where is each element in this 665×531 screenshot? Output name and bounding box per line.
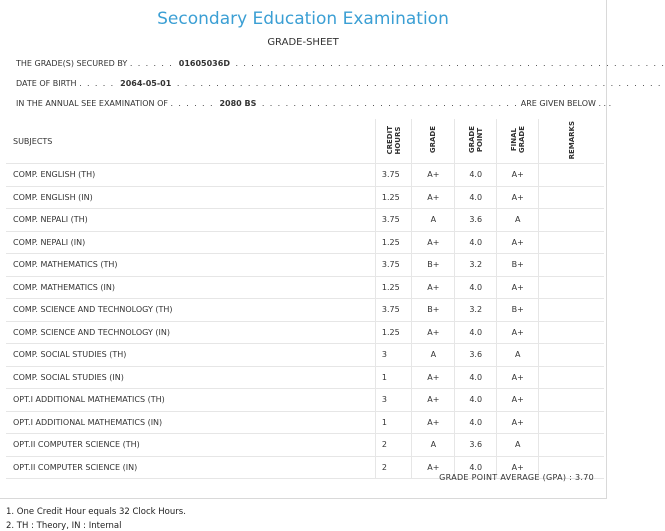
leader-dots: . . . . . . . . . . . . . . . . . . . . . . . . . . . . . . . . . . . . . . . . . . . . . . . . . . . . . . . . . . . . . .: [177, 79, 662, 88]
subject-cell: COMP. MATHEMATICS (TH): [6, 254, 375, 277]
final-grade-header: [497, 119, 539, 164]
grade-point-cell: 4.0: [455, 164, 497, 187]
table-row: [6, 186, 604, 209]
leader-dots: . . . . . . . . . . . . . . . . . . . . . . . . . . . . . . . . . . . . . . . . . . . . . . . . . . . . . . .: [236, 59, 665, 68]
credit-hours-cell: 2: [375, 434, 412, 457]
grade-point-cell: 4.0: [455, 456, 497, 479]
grade-point-cell: 4.0: [455, 389, 497, 412]
marks-table: [6, 119, 604, 479]
credit-hours-cell: 1.25: [375, 276, 412, 299]
leader-dots: . . . . . .: [171, 99, 214, 108]
leader-dots: . . . . .: [79, 79, 115, 88]
subject-cell: COMP. NEPALI (TH): [6, 209, 375, 232]
subject-cell: OPT.II COMPUTER SCIENCE (IN): [6, 456, 375, 479]
date-of-birth-line: [16, 79, 576, 88]
remarks-cell: [539, 186, 604, 209]
subject-cell: COMP. NEPALI (IN): [6, 231, 375, 254]
note-credit-hour: 1. One Credit Hour equals 32 Clock Hours.: [6, 507, 186, 517]
remarks-cell: [539, 254, 604, 277]
remarks-cell: [539, 231, 604, 254]
grade-point-header: [455, 119, 497, 164]
remarks-cell: [539, 164, 604, 187]
grade-point-cell: 4.0: [455, 321, 497, 344]
credit-hours-cell: 3.75: [375, 209, 412, 232]
grade-cell: A+: [412, 389, 455, 412]
remarks-cell: [539, 389, 604, 412]
credit-hours-cell: 1.25: [375, 321, 412, 344]
table-row: [6, 231, 604, 254]
symbol-number: 01605036D: [179, 59, 230, 68]
date-of-birth: 2064-05-01: [120, 79, 171, 88]
subject-cell: COMP. MATHEMATICS (IN): [6, 276, 375, 299]
grade-cell: A+: [412, 366, 455, 389]
final-grade-cell: A+: [497, 276, 539, 299]
credit-hours-cell: 1: [375, 411, 412, 434]
final-grade-header-text: FINAL GRADE: [510, 126, 526, 153]
subject-cell: OPT.I ADDITIONAL MATHEMATICS (IN): [6, 411, 375, 434]
grade-point-cell: 3.6: [455, 434, 497, 457]
grade-header: [412, 119, 455, 164]
subject-cell: COMP. SCIENCE AND TECHNOLOGY (TH): [6, 299, 375, 322]
exam-line: [16, 99, 576, 108]
exam-year: 2080 BS: [219, 99, 256, 108]
subject-cell: OPT.I ADDITIONAL MATHEMATICS (TH): [6, 389, 375, 412]
grade-cell: A+: [412, 231, 455, 254]
final-grade-cell: B+: [497, 254, 539, 277]
final-grade-cell: A+: [497, 321, 539, 344]
subject-cell: COMP. ENGLISH (IN): [6, 186, 375, 209]
table-row: [6, 209, 604, 232]
table-row: [6, 164, 604, 187]
subject-cell: COMP. SCIENCE AND TECHNOLOGY (IN): [6, 321, 375, 344]
grade-cell: A: [412, 344, 455, 367]
credit-hours-cell: 3: [375, 344, 412, 367]
grade-point-cell: 4.0: [455, 186, 497, 209]
dob-label: DATE OF BIRTH: [16, 79, 77, 88]
table-row: [6, 434, 604, 457]
grade-cell: A+: [412, 186, 455, 209]
credit-hours-cell: 1: [375, 366, 412, 389]
subject-cell: OPT.II COMPUTER SCIENCE (TH): [6, 434, 375, 457]
table-row: [6, 299, 604, 322]
remarks-cell: [539, 411, 604, 434]
secured-by-label: THE GRADE(S) SECURED BY: [16, 59, 127, 68]
credit-hours-cell: 3.75: [375, 254, 412, 277]
grade-point-cell: 3.2: [455, 254, 497, 277]
remarks-header: [539, 119, 604, 164]
leader-dots: . . . . . .: [130, 59, 173, 68]
table-row: [6, 344, 604, 367]
credit-hours-header: [375, 119, 412, 164]
credit-hours-header-text: CREDIT HOURS: [386, 126, 402, 155]
credit-hours-cell: 1.25: [375, 186, 412, 209]
exam-title: Secondary Education Examination: [0, 9, 606, 29]
final-grade-cell: A+: [497, 411, 539, 434]
final-grade-cell: A+: [497, 231, 539, 254]
credit-hours-cell: 3.75: [375, 164, 412, 187]
grade-point-cell: 4.0: [455, 411, 497, 434]
remarks-cell: [539, 276, 604, 299]
grade-cell: A: [412, 434, 455, 457]
subject-cell: COMP. SOCIAL STUDIES (TH): [6, 344, 375, 367]
gpa-summary: GRADE POINT AVERAGE (GPA) : 3.70: [439, 473, 594, 482]
grade-point-cell: 3.6: [455, 209, 497, 232]
grade-point-cell: 3.6: [455, 344, 497, 367]
table-row: [6, 389, 604, 412]
credit-hours-cell: 3: [375, 389, 412, 412]
grade-cell: A+: [412, 456, 455, 479]
leader-dots: . . . . . . . . . . . . . . . . . . . . . . . . . . . . . . . . .: [262, 99, 518, 108]
grade-cell: A+: [412, 164, 455, 187]
remarks-cell: [539, 209, 604, 232]
final-grade-cell: A+: [497, 366, 539, 389]
secured-by-line: [16, 59, 576, 68]
grade-cell: A+: [412, 411, 455, 434]
table-row: [6, 321, 604, 344]
subject-cell: COMP. SOCIAL STUDIES (IN): [6, 366, 375, 389]
grade-point-cell: 4.0: [455, 366, 497, 389]
grade-point-cell: 4.0: [455, 276, 497, 299]
final-grade-cell: A+: [497, 186, 539, 209]
table-header-row: [6, 119, 604, 164]
grade-cell: A+: [412, 321, 455, 344]
table-row: [6, 366, 604, 389]
credit-hours-cell: 2: [375, 456, 412, 479]
grade-cell: B+: [412, 254, 455, 277]
table-row: [6, 411, 604, 434]
final-grade-cell: B+: [497, 299, 539, 322]
grade-cell: A: [412, 209, 455, 232]
final-grade-cell: A: [497, 434, 539, 457]
credit-hours-cell: 1.25: [375, 231, 412, 254]
remarks-cell: [539, 344, 604, 367]
subject-cell: COMP. ENGLISH (TH): [6, 164, 375, 187]
final-grade-cell: A+: [497, 389, 539, 412]
remarks-cell: [539, 321, 604, 344]
grade-point-header-text: GRADE POINT: [468, 126, 484, 153]
remarks-cell: [539, 299, 604, 322]
table-row: [6, 276, 604, 299]
grade-point-cell: 4.0: [455, 231, 497, 254]
note-abbreviations: 2. TH : Theory, IN : Internal: [6, 521, 122, 531]
grade-cell: A+: [412, 276, 455, 299]
remarks-header-text: REMARKS: [568, 121, 576, 159]
grade-cell: B+: [412, 299, 455, 322]
grade-point-cell: 3.2: [455, 299, 497, 322]
credit-hours-cell: 3.75: [375, 299, 412, 322]
exam-suffix: ARE GIVEN BELOW . . .: [521, 99, 611, 108]
subjects-header: SUBJECTS: [6, 119, 375, 164]
final-grade-cell: A: [497, 344, 539, 367]
table-row: [6, 254, 604, 277]
exam-label: IN THE ANNUAL SEE EXAMINATION OF: [16, 99, 168, 108]
grade-sheet-heading: GRADE-SHEET: [0, 37, 606, 48]
final-grade-cell: A: [497, 209, 539, 232]
final-grade-cell: A+: [497, 456, 539, 479]
final-grade-cell: A+: [497, 164, 539, 187]
remarks-cell: [539, 366, 604, 389]
remarks-cell: [539, 434, 604, 457]
grade-header-text: GRADE: [429, 126, 437, 153]
